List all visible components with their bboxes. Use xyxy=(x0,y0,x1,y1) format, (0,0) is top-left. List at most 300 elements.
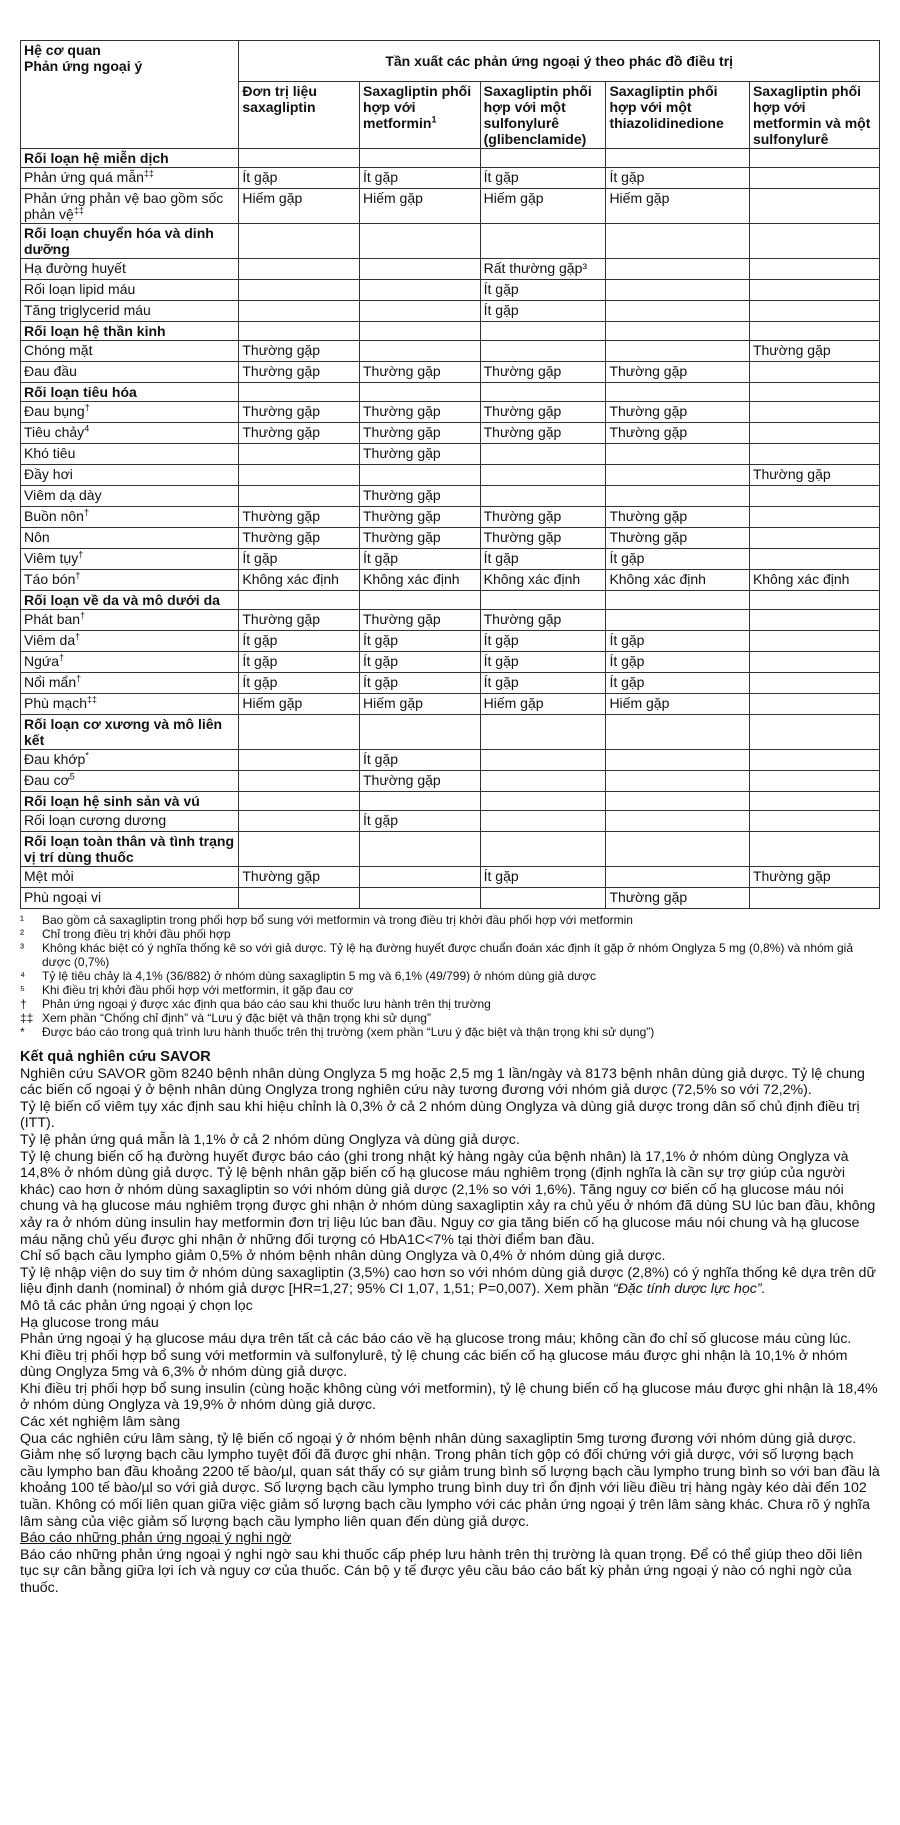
footnote-mark: ‡‡ xyxy=(143,168,154,179)
frequency-cell: Hiếm gặp xyxy=(239,189,360,224)
empty-cell xyxy=(606,224,750,259)
frequency-cell: Thường gặp xyxy=(239,528,360,549)
reaction-label: Chóng mặt xyxy=(21,341,239,362)
category-label: Rối loạn hệ thần kinh xyxy=(21,322,239,341)
header-organ-system: Hệ cơ quan Phản ứng ngoại ý xyxy=(21,41,239,149)
reaction-label: Đầy hơi xyxy=(21,465,239,486)
frequency-cell: Thường gặp xyxy=(360,507,481,528)
savor-section xyxy=(20,1049,880,1597)
table-row xyxy=(21,402,880,423)
reaction-label: Đau khớp* xyxy=(21,750,239,771)
table-row xyxy=(21,465,880,486)
reaction-label: Táo bón† xyxy=(21,570,239,591)
frequency-cell: Thường gặp xyxy=(480,610,606,631)
column-header: Saxagliptin phối hợp với một thiazolidinedione xyxy=(606,82,750,149)
empty-cell xyxy=(606,591,750,610)
frequency-cell: Rất thường gặp³ xyxy=(480,259,606,280)
category-row xyxy=(21,832,880,867)
paragraph-text: Tỷ lệ nhập viện do suy tim ở nhóm dùng saxagliptin (3,5%) cao hơn so với nhóm dùng giả dược (2,8%) có ý nghĩa thống kê dựa trên dữ liệu định danh (nominal) ở nhóm giả dược [HR=1,27; 95% CI 1,07, 1,51; P=0,007). Xem phần xyxy=(20,1264,876,1298)
frequency-cell xyxy=(239,750,360,771)
footnote-mark: * xyxy=(85,750,89,761)
reaction-label: Phản ứng quá mẫn‡‡ xyxy=(21,168,239,189)
reaction-label: Phù ngoại vi xyxy=(21,888,239,909)
footnote-mark: 1 xyxy=(431,114,437,125)
footnote xyxy=(20,997,880,1011)
frequency-cell: Thường gặp xyxy=(606,362,750,383)
reaction-label: Phát ban† xyxy=(21,610,239,631)
footnote-mark: † xyxy=(80,610,86,621)
reaction-label: Đau bụng† xyxy=(21,402,239,423)
frequency-cell xyxy=(606,867,750,888)
frequency-cell: Thường gặp xyxy=(360,771,481,792)
frequency-cell xyxy=(749,507,879,528)
footnote-mark: † xyxy=(84,402,90,413)
footnote-mark: ¹ xyxy=(20,913,24,927)
footnote-mark: † xyxy=(78,549,84,560)
frequency-cell: Thường gặp xyxy=(239,362,360,383)
frequency-cell: Hiếm gặp xyxy=(239,694,360,715)
frequency-cell: Hiếm gặp xyxy=(480,694,606,715)
empty-cell xyxy=(239,149,360,168)
footnote-mark: ³ xyxy=(20,941,24,955)
frequency-cell: Ít gặp xyxy=(606,631,750,652)
frequency-cell: Ít gặp xyxy=(360,673,481,694)
frequency-cell xyxy=(239,444,360,465)
frequency-cell: Thường gặp xyxy=(480,402,606,423)
frequency-cell: Ít gặp xyxy=(360,549,481,570)
frequency-cell xyxy=(360,888,481,909)
footnote-text: Được báo cáo trong quá trình lưu hành thuốc trên thị trường (xem phần “Lưu ý đặc biệt và thận trọng khi sử dụng”) xyxy=(42,1025,655,1039)
frequency-cell xyxy=(239,888,360,909)
frequency-cell: Không xác định xyxy=(360,570,481,591)
frequency-cell: Ít gặp xyxy=(360,811,481,832)
frequency-cell: Ít gặp xyxy=(239,168,360,189)
frequency-cell xyxy=(480,486,606,507)
frequency-cell: Thường gặp xyxy=(239,402,360,423)
frequency-cell: Hiếm gặp xyxy=(360,189,481,224)
empty-cell xyxy=(480,591,606,610)
frequency-cell xyxy=(606,750,750,771)
frequency-cell xyxy=(749,168,879,189)
frequency-cell xyxy=(606,444,750,465)
frequency-cell: Thường gặp xyxy=(480,528,606,549)
footnote-mark: ‡‡ xyxy=(87,694,98,705)
empty-cell xyxy=(239,224,360,259)
table-row xyxy=(21,631,880,652)
frequency-cell xyxy=(606,301,750,322)
frequency-cell: Thường gặp xyxy=(749,341,879,362)
paragraph: Qua các nghiên cứu lâm sàng, tỷ lệ biến cố ngoại ý ở nhóm bệnh nhân dùng saxagliptin 5mg tương đương với nhóm dùng giả dược. Giảm nhẹ số lượng bạch cầu lympho tuyệt đối đã được ghi nhận. Trong phân tích gộp có đối chứng với giả dược, với số lượng bạch cầu lympho ban đầu khoảng 2200 tế bào/µl, quan sát thấy có sự giảm trung bình số lượng bạch cầu lympho trung bình so với ban đầu là khoảng 100 tế bào/µl so với giả dược. Số lượng bạch cầu lympho trung bình duy trì ổn định với liều điều trị hàng ngày kéo dài đến 102 tuần. Không có mối liên quan giữa việc giảm số lượng bạch cầu lympho với các phản ứng ngoại ý trên lâm sàng khác. Chưa rõ ý nghĩa lâm sàng của việc giảm số lượng bạch cầu lympho liên quan đến dùng giả dược. xyxy=(20,1430,880,1530)
table-row xyxy=(21,652,880,673)
frequency-cell: Thường gặp xyxy=(606,507,750,528)
paragraph: Khi điều trị phối hợp bổ sung với metformin và sulfonylurê, tỷ lệ chung các biến cố hạ glucose máu được ghi nhận là 10,1% ở nhóm dùng Onglyza 5mg và 6,3% ở nhóm dùng giả dược. xyxy=(20,1347,848,1381)
frequency-cell xyxy=(749,402,879,423)
table-row xyxy=(21,867,880,888)
frequency-cell xyxy=(749,694,879,715)
table-row xyxy=(21,673,880,694)
empty-cell xyxy=(239,383,360,402)
frequency-cell: Ít gặp xyxy=(606,652,750,673)
frequency-cell xyxy=(749,423,879,444)
frequency-cell: Thường gặp xyxy=(360,486,481,507)
reaction-label: Mệt mỏi xyxy=(21,867,239,888)
footnote xyxy=(20,913,880,927)
table-row xyxy=(21,549,880,570)
category-label: Rối loạn hệ sinh sản và vú xyxy=(21,792,239,811)
frequency-cell: Ít gặp xyxy=(360,750,481,771)
frequency-cell xyxy=(749,888,879,909)
paragraph xyxy=(20,1265,880,1298)
frequency-cell xyxy=(606,771,750,792)
footnote-mark: ² xyxy=(20,927,24,941)
table-row xyxy=(21,189,880,224)
frequency-cell: Thường gặp xyxy=(239,867,360,888)
table-row xyxy=(21,486,880,507)
footnote-mark: 4 xyxy=(84,423,90,434)
table-row xyxy=(21,610,880,631)
frequency-cell: Thường gặp xyxy=(239,610,360,631)
footnote xyxy=(20,983,880,997)
footnote-mark: ‡‡ xyxy=(73,205,84,216)
empty-cell xyxy=(360,715,481,750)
frequency-cell: Ít gặp xyxy=(480,301,606,322)
reaction-label: Tăng triglycerid máu xyxy=(21,301,239,322)
frequency-cell xyxy=(749,673,879,694)
category-row xyxy=(21,322,880,341)
frequency-cell: Thường gặp xyxy=(360,528,481,549)
footnote xyxy=(20,969,880,983)
empty-cell xyxy=(239,792,360,811)
paragraph: Tỷ lệ chung biến cố hạ đường huyết được báo cáo (ghi trong nhật ký hàng ngày của bệnh nhân) là 17,1% ở nhóm dùng Onglyza và 14,8% ở nhóm dùng giả dược. Tỷ lệ bệnh nhân gặp biến cố hạ glucose máu nghiêm trọng (định nghĩa là cần sự trợ giúp của người khác) cao hơn ở nhóm dùng saxagliptin so với nhóm dùng giả dược (2,1% so với 1,6%). Tăng nguy cơ biến cố hạ glucose máu nói chung và hạ glucose máu nghiêm trọng được ghi nhận ở nhóm dùng saxagliptin xảy ra chủ yếu ở nhóm đã dùng SU lúc ban đầu, không xảy ra ở nhóm dùng insulin hay metformin đơn trị liệu lúc ban đầu. Nguy cơ gia tăng biến cố hạ glucose máu nói chung và hạ glucose máu nặng chủ yếu được ghi nhận ở những đối tượng có HbA1C<7% tại thời điểm ban đầu. xyxy=(20,1148,876,1248)
frequency-cell: Ít gặp xyxy=(360,652,481,673)
empty-cell xyxy=(606,322,750,341)
frequency-cell xyxy=(239,771,360,792)
table-row xyxy=(21,570,880,591)
empty-cell xyxy=(480,383,606,402)
frequency-cell xyxy=(606,811,750,832)
frequency-cell xyxy=(749,811,879,832)
empty-cell xyxy=(480,832,606,867)
table-row xyxy=(21,888,880,909)
frequency-cell xyxy=(480,888,606,909)
table-row xyxy=(21,444,880,465)
table-row xyxy=(21,811,880,832)
reaction-label: Hạ đường huyết xyxy=(21,259,239,280)
frequency-cell xyxy=(360,465,481,486)
footnote-text: Xem phần “Chống chỉ định” và “Lưu ý đặc biệt và thận trọng khi sử dụng” xyxy=(42,1011,431,1025)
empty-cell xyxy=(606,383,750,402)
frequency-cell: Ít gặp xyxy=(606,549,750,570)
frequency-cell xyxy=(239,280,360,301)
frequency-cell: Không xác định xyxy=(606,570,750,591)
frequency-cell xyxy=(749,528,879,549)
paragraph: Chỉ số bạch cầu lympho giảm 0,5% ở nhóm bệnh nhân dùng Onglyza và 0,4% ở nhóm dùng giả dược. xyxy=(20,1248,666,1265)
table-row xyxy=(21,528,880,549)
frequency-cell: Thường gặp xyxy=(606,402,750,423)
frequency-cell xyxy=(239,486,360,507)
frequency-cell: Thường gặp xyxy=(360,610,481,631)
frequency-cell xyxy=(239,811,360,832)
subheading: Mô tả các phản ứng ngoại ý chọn lọc xyxy=(20,1297,253,1314)
table-row xyxy=(21,301,880,322)
frequency-cell: Thường gặp xyxy=(749,867,879,888)
frequency-cell xyxy=(480,811,606,832)
table-row xyxy=(21,694,880,715)
frequency-cell: Thường gặp xyxy=(360,402,481,423)
frequency-cell xyxy=(360,259,481,280)
frequency-cell xyxy=(360,867,481,888)
empty-cell xyxy=(360,224,481,259)
frequency-cell xyxy=(606,465,750,486)
frequency-cell xyxy=(606,486,750,507)
category-row xyxy=(21,715,880,750)
paragraph: Khi điều trị phối hợp bổ sung insulin (cùng hoặc không cùng với metformin), tỷ lệ chung biến cố hạ glucose máu được ghi nhận là 18,4% ở nhóm dùng Onglyza và 19,9% ở nhóm dùng giả dược. xyxy=(20,1380,878,1414)
empty-cell xyxy=(606,832,750,867)
frequency-cell: Ít gặp xyxy=(606,168,750,189)
empty-cell xyxy=(749,792,879,811)
reaction-label: Viêm da† xyxy=(21,631,239,652)
frequency-cell: Thường gặp xyxy=(749,465,879,486)
frequency-cell xyxy=(749,771,879,792)
frequency-cell: Không xác định xyxy=(239,570,360,591)
subheading: Hạ glucose trong máu xyxy=(20,1314,159,1331)
frequency-cell: Ít gặp xyxy=(480,867,606,888)
paragraph: Tỷ lệ phản ứng quá mẫn là 1,1% ở cả 2 nhóm dùng Onglyza và dùng giả dược. xyxy=(20,1131,520,1148)
footnote-text: Chỉ trong điều trị khởi đầu phối hợp xyxy=(42,927,231,941)
frequency-cell: Thường gặp xyxy=(239,423,360,444)
footnote-mark: † xyxy=(75,631,81,642)
empty-cell xyxy=(360,832,481,867)
empty-cell xyxy=(749,224,879,259)
frequency-cell: Thường gặp xyxy=(606,423,750,444)
footnote-mark: † xyxy=(20,997,27,1011)
reaction-label: Viêm dạ dày xyxy=(21,486,239,507)
footnote-mark: † xyxy=(75,570,81,581)
subheading: Báo cáo những phản ứng ngoại ý nghi ngờ xyxy=(20,1530,292,1547)
frequency-cell xyxy=(749,631,879,652)
frequency-cell: Ít gặp xyxy=(360,168,481,189)
table-row xyxy=(21,423,880,444)
reaction-label: Phản ứng phản vệ bao gồm sốc phản vệ‡‡ xyxy=(21,189,239,224)
empty-cell xyxy=(480,224,606,259)
reaction-label: Phù mạch‡‡ xyxy=(21,694,239,715)
category-row xyxy=(21,792,880,811)
reaction-label: Rối loạn cương dương xyxy=(21,811,239,832)
paragraph: Nghiên cứu SAVOR gồm 8240 bệnh nhân dùng Onglyza 5 mg hoặc 2,5 mg 1 lần/ngày và 8173 bệnh nhân dùng giả dược. Tỷ lệ chung các biến cố ngoại ý ở bệnh nhân dùng Onglyza trong nghiên cứu này tương đương với nhóm giả dược (72,5% so với 72,2%). xyxy=(20,1065,865,1099)
footnote-mark: * xyxy=(20,1025,25,1039)
empty-cell xyxy=(606,149,750,168)
empty-cell xyxy=(480,715,606,750)
empty-cell xyxy=(239,832,360,867)
table-row xyxy=(21,259,880,280)
frequency-cell xyxy=(480,771,606,792)
frequency-cell xyxy=(749,750,879,771)
empty-cell xyxy=(606,715,750,750)
section-title: Kết quả nghiên cứu SAVOR xyxy=(20,1049,211,1065)
frequency-cell xyxy=(606,610,750,631)
empty-cell xyxy=(360,383,481,402)
empty-cell xyxy=(480,149,606,168)
frequency-cell xyxy=(749,280,879,301)
empty-cell xyxy=(749,322,879,341)
frequency-cell xyxy=(749,444,879,465)
column-header: Saxagliptin phối hợp với một sulfonylurê (glibenclamide) xyxy=(480,82,606,149)
footnote-mark: † xyxy=(83,507,89,518)
frequency-cell xyxy=(480,341,606,362)
category-label: Rối loạn về da và mô dưới da xyxy=(21,591,239,610)
empty-cell xyxy=(360,792,481,811)
category-row xyxy=(21,591,880,610)
frequency-cell: Không xác định xyxy=(749,570,879,591)
frequency-cell xyxy=(360,301,481,322)
reaction-label: Nôn xyxy=(21,528,239,549)
frequency-cell: Thường gặp xyxy=(480,362,606,383)
reaction-label: Nổi mẩn† xyxy=(21,673,239,694)
frequency-cell: Ít gặp xyxy=(239,652,360,673)
footnote xyxy=(20,927,880,941)
section-reference: “Đặc tính dược lực học”. xyxy=(612,1281,766,1298)
category-label: Rối loạn toàn thân và tình trạng vị trí dùng thuốc xyxy=(21,832,239,867)
document-page xyxy=(20,0,880,1597)
empty-cell xyxy=(480,322,606,341)
frequency-cell xyxy=(239,301,360,322)
frequency-cell xyxy=(239,259,360,280)
frequency-cell: Ít gặp xyxy=(239,549,360,570)
footnote-mark: 5 xyxy=(69,771,75,782)
footnote-mark: ⁵ xyxy=(20,983,25,997)
reaction-label: Rối loạn lipid máu xyxy=(21,280,239,301)
reaction-label: Khó tiêu xyxy=(21,444,239,465)
frequency-cell: Thường gặp xyxy=(360,444,481,465)
empty-cell xyxy=(239,591,360,610)
empty-cell xyxy=(749,591,879,610)
empty-cell xyxy=(749,149,879,168)
reaction-label: Buồn nôn† xyxy=(21,507,239,528)
footnote-mark: ⁴ xyxy=(20,969,26,983)
reaction-label: Viêm tụy† xyxy=(21,549,239,570)
empty-cell xyxy=(360,322,481,341)
empty-cell xyxy=(749,715,879,750)
frequency-cell: Thường gặp xyxy=(480,507,606,528)
frequency-cell: Ít gặp xyxy=(480,652,606,673)
category-label: Rối loạn cơ xương và mô liên kết xyxy=(21,715,239,750)
frequency-cell: Hiếm gặp xyxy=(480,189,606,224)
category-label: Rối loạn tiêu hóa xyxy=(21,383,239,402)
category-label: Rối loạn hệ miễn dịch xyxy=(21,149,239,168)
paragraph: Phản ứng ngoại ý hạ glucose máu dựa trên tất cả các báo cáo về hạ glucose trong máu; không cần đo chỉ số glucose máu cùng lúc. xyxy=(20,1331,852,1348)
footnote-text: Tỷ lệ tiêu chảy là 4,1% (36/882) ở nhóm dùng saxagliptin 5 mg và 6,1% (49/799) ở nhóm dùng giả dược xyxy=(42,969,596,983)
reaction-label: Đau đầu xyxy=(21,362,239,383)
table-row xyxy=(21,362,880,383)
category-label: Rối loạn chuyển hóa và dinh dưỡng xyxy=(21,224,239,259)
footnote-mark: ‡‡ xyxy=(20,1011,34,1025)
frequency-cell: Ít gặp xyxy=(239,673,360,694)
table-body xyxy=(21,149,880,909)
frequency-cell: Thường gặp xyxy=(606,888,750,909)
paragraph: Báo cáo những phản ứng ngoại ý nghi ngờ sau khi thuốc cấp phép lưu hành trên thị trường là quan trọng. Để có thể giúp theo dõi liên tục sự cân bằng giữa lợi ích và nguy cơ của thuốc. Cán bộ y tế được yêu cầu báo cáo bất kỳ phản ứng ngoại ý nào có nghi ngờ của thuốc. xyxy=(20,1546,863,1596)
category-row xyxy=(21,224,880,259)
header-frequency: Tần xuất các phản ứng ngoại ý theo phác đồ điều trị xyxy=(239,41,880,82)
frequency-cell: Hiếm gặp xyxy=(360,694,481,715)
column-header: Saxagliptin phối hợp với metformin$^1$ xyxy=(360,82,481,149)
table-row xyxy=(21,750,880,771)
frequency-cell xyxy=(606,280,750,301)
frequency-cell xyxy=(749,610,879,631)
reaction-label: Ngứa† xyxy=(21,652,239,673)
frequency-cell xyxy=(749,549,879,570)
frequency-cell: Thường gặp xyxy=(360,362,481,383)
reaction-label: Đau $cơ^5$ xyxy=(21,771,239,792)
frequency-cell: Ít gặp xyxy=(606,673,750,694)
empty-cell xyxy=(360,591,481,610)
frequency-cell: Thường gặp xyxy=(480,423,606,444)
frequency-cell xyxy=(480,444,606,465)
frequency-cell xyxy=(480,465,606,486)
footnote-text: Bao gồm cả saxagliptin trong phối hợp bổ sung với metformin và trong điều trị khởi đầu phối hợp với metformin xyxy=(42,913,633,927)
frequency-cell xyxy=(239,465,360,486)
category-row xyxy=(21,149,880,168)
table-row xyxy=(21,341,880,362)
frequency-cell xyxy=(749,259,879,280)
frequency-cell: Thường gặp xyxy=(360,423,481,444)
frequency-cell: Thường gặp xyxy=(239,507,360,528)
empty-cell xyxy=(606,792,750,811)
frequency-cell: Ít gặp xyxy=(239,631,360,652)
column-header: Đơn trị liệu saxagliptin xyxy=(239,82,360,149)
footnote-text: Không khác biệt có ý nghĩa thống kê so với giả dược. Tỷ lệ hạ đường huyết được chuẩn đoán xác định ít gặp ở nhóm Onglyza 5 mg (0,8%) và nhóm giả dược (0,7%) xyxy=(42,941,854,969)
empty-cell xyxy=(480,792,606,811)
frequency-cell xyxy=(360,280,481,301)
footnote xyxy=(20,1011,880,1025)
category-row xyxy=(21,383,880,402)
subheading: Các xét nghiệm lâm sàng xyxy=(20,1414,181,1431)
frequency-cell: Hiếm gặp xyxy=(606,694,750,715)
frequency-cell xyxy=(360,341,481,362)
footnote-mark: † xyxy=(59,652,65,663)
empty-cell xyxy=(239,715,360,750)
empty-cell xyxy=(749,832,879,867)
footnote-text: Khi điều trị khởi đầu phối hợp với metformin, ít gặp đau cơ xyxy=(42,983,353,997)
frequency-cell: Thường gặp xyxy=(239,341,360,362)
empty-cell xyxy=(360,149,481,168)
frequency-cell xyxy=(749,362,879,383)
column-header: Saxagliptin phối hợp với metformin và một sulfonylurê xyxy=(749,82,879,149)
footnote-text: Phản ứng ngoại ý được xác định qua báo cáo sau khi thuốc lưu hành trên thị trường xyxy=(42,997,491,1011)
frequency-cell xyxy=(749,652,879,673)
frequency-cell xyxy=(749,301,879,322)
reaction-label: Tiêu chảy$^4$ xyxy=(21,423,239,444)
frequency-cell: Ít gặp xyxy=(480,549,606,570)
frequency-cell: Ít gặp xyxy=(360,631,481,652)
table-row xyxy=(21,771,880,792)
footnote xyxy=(20,1025,880,1039)
frequency-cell xyxy=(606,341,750,362)
frequency-cell xyxy=(480,750,606,771)
empty-cell xyxy=(239,322,360,341)
frequency-cell: Hiếm gặp xyxy=(606,189,750,224)
frequency-cell xyxy=(606,259,750,280)
frequency-cell: Thường gặp xyxy=(606,528,750,549)
footnotes xyxy=(20,913,880,1039)
footnote-mark: † xyxy=(76,673,82,684)
adverse-reactions-table xyxy=(20,40,880,909)
frequency-cell xyxy=(749,486,879,507)
frequency-cell: Không xác định xyxy=(480,570,606,591)
table-row xyxy=(21,507,880,528)
footnote xyxy=(20,941,880,969)
empty-cell xyxy=(749,383,879,402)
paragraph: Tỷ lệ biến cố viêm tụy xác định sau khi hiệu chỉnh là 0,3% ở cả 2 nhóm dùng Onglyza và dùng giả dược trong dân số chủ định điều trị (ITT). xyxy=(20,1098,860,1132)
